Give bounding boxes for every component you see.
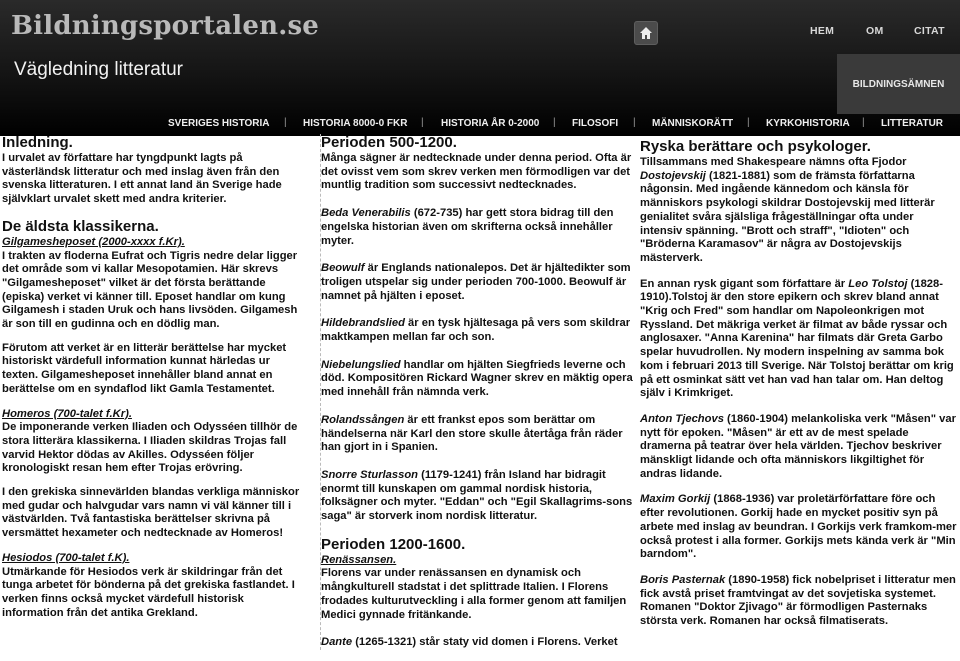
section-title: Perioden 500-1200. [321,134,457,151]
paragraph: I trakten av floderna Eufrat och Tigris nedre delar ligger det område som vi kallar Mesopotamien. Här skrevs "Gilgamesheposet" vilket är det första berättande (episka) verket vi känner till. Eposet handlar om kung Gilgamesh i staden Uruk och hans livsöden. Gilgamesh är son till en gudinna och en dödlig man. [2,249,298,331]
paragraph-text: (1828-1910).Tolstoj är den store epikern och skrev bland annat "Krig och Fred" som handlar om Napoleonkrigen mot Ryssland. Det mäkriga verket är filmat av både ryssar och anglosaxer. "Anna Karenina" har filmats där Greta Garbo spelar huvudrollen. Ny modern inspelning av samma bok kom i februari 2013 till Sverige. När Tolstoj berättar om krig på ett osminkat sätt vet han vad han talar om. Han deltog själv i Krimkriget. [640,277,954,400]
paragraph [321,636,641,650]
paragraph [321,207,641,248]
home-button[interactable] [634,21,658,45]
section-title: Perioden 1200-1600. [321,535,466,553]
home-icon [639,26,653,40]
paragraph-text: (1179-1241) från Island har bidragit enormt till kunskapen om gammal nordisk historia, folksägner och myter. "Eddan" och "Egil Skallagrims-sons saga" är storverk inom nordisk litteratur. [321,468,633,523]
paragraph-text: (1868-1936) var proletärförfattare före och efter revolutionen. Gorkij hade en mycket positiv syn på arbete med inslag av beundran. I Gorkijs verk framkom-mer också protest i alla former. Gorkijs mets kända verk är "Min barndom". [640,493,957,561]
paragraph-text: är en tysk hjältesaga på vers som skildrar maktkampen mellan far och son. [321,317,631,344]
work-name: Beowulf [321,262,365,275]
paragraph [640,156,958,266]
work-name: Hildebrandslied [321,317,405,330]
nav-hem[interactable]: HEM [810,25,835,37]
column-left [2,134,307,620]
author-name: Beda Venerabilis [321,207,411,220]
paragraph-text: handlar om hjälten Siegfrieds leverne och död. Kompositören Rickard Wagner skrev en mäktig opera med innehåll från nämnda verk. [321,358,633,399]
paragraph-text: (1265-1321) står staty vid domen i Florens. Verket [352,636,618,649]
paragraph: I urvalet av författare har tyngdpunkt lagts på västerländsk litteratur och med inslag även från den svenska litteraturen. I ett annat land än Sverige hade självklart urvalet skett med andra kriterier. [2,152,282,206]
paragraph: Utmärkande för Hesiodos verk är skildringar från det tunga arbetet för bönderna på det grekiska fastlandet. I verken finns också mycket värdefull historisk information från det antika Grekland. [2,565,295,619]
menu-historia-8000[interactable]: HISTORIA 8000-0 FKR [303,118,408,129]
menu-litteratur[interactable]: LITTERATUR [881,118,944,129]
section-title: Inledning. [2,134,73,151]
author-name: Anton Tjechovs [640,412,724,425]
paragraph: I den grekiska sinnevärlden blandas verkliga människor med gudar och halvgudar vars namn vi väl känner till i västvärlden. Två fantastiska berättelser skrivna på versmättet hexameter och nedtecknade av Homeros! [2,486,300,540]
menu-separator: | [862,117,865,128]
site-logo[interactable]: Bildningsportalen.se [11,11,320,41]
page-subtitle: Vägledning litteratur [14,59,183,80]
author-name: Dante [321,636,353,649]
paragraph-text: är Englands nationalepos. Det är hjältedikter som troligen utspelar sig under perioden 700-1000. Beowulf är namnet på hjälten i eposet. [321,262,631,302]
author-name: Maxim Gorkij [640,493,711,506]
menu-separator: | [553,117,556,128]
nav-om[interactable]: OM [866,25,884,37]
menu-separator: | [284,117,287,128]
paragraph [640,574,958,629]
menu-filosofi[interactable]: FILOSOFI [572,118,619,129]
site-header [0,0,960,136]
paragraph-text: (672-735) har gett stora bidrag till den engelska historian även om skrifterna också innehåller myter. [321,207,614,247]
menu-separator: | [421,117,424,128]
author-name: Snorre Sturlasson [321,468,418,481]
paragraph: Förutom att verket är en litterär berättelse har mycket historiskt värdefull information kunnat härledas ur texten. Gilgamesheposet innehåller bland annat en berättelse om en syndaflod likt Gamla Testamentet. [2,341,287,395]
menu-sveriges-historia[interactable]: SVERIGES HISTORIA [168,118,270,129]
author-name: Dostojevskij [640,169,706,182]
section-title: De äldsta klassikerna. [2,217,159,235]
column-right [640,138,958,629]
menu-manniskoratt[interactable]: MÄNNISKORÄTT [652,118,734,129]
entry-title: Hesiodos (700-talet f.K). [2,551,130,564]
author-name: Boris Pasternak [640,573,726,586]
paragraph [321,262,641,303]
column-middle [320,134,641,650]
nav-citat[interactable]: CITAT [914,25,945,37]
paragraph [640,493,958,562]
paragraph: De imponerande verken Iliaden och Odysséen tillhör de stora litterära klassikerna. I Iliaden skildras Trojas fall varvid Hektor dödas av Akilles. Odysséen följer kronologiskt resan hem efter Trojas erövring. [2,421,298,475]
paragraph [640,413,958,482]
paragraph [321,359,641,400]
entry-title: Gilgamesheposet (2000-xxxx f.Kr). [2,235,185,248]
paragraph [321,469,641,524]
paragraph: Florens var under renässansen en dynamisk och mångkulturell stadstat i det splittrade Italien. I Florens frodades kulturutveckling i alla former genom att familjen Medici gynnade fritänkande. [321,567,627,621]
section-title: Ryska berättare och psykologer. [640,138,871,155]
paragraph-text: (1821-1881) som de främsta författarna någonsin. Med ingående kännedom och känsla för människors psykologi skildrar Dostojevskij med litterär genialitet svåra själsliga frågeställningar ofta under intensiv spänning. "Brott och straff", "Idioten" och "Bröderna Karamasov" är några av Dostojevskijs mästerverk. [640,169,935,264]
paragraph-text: (1860-1904) melankoliska verk "Måsen" var nytt för epoken. "Måsen" är ett av de mest spelade dramerna på teatrar över hela världen. Tjechov beskriver mänskligt lidande och ofta människors likgiltighet för andras lidande. [640,412,956,480]
main-menu [0,114,960,134]
entry-title: Renässansen. [321,553,397,566]
menu-separator: | [747,117,750,128]
author-name: Leo Tolstoj [848,277,908,290]
paragraph [640,278,958,401]
work-name: Rolandssången [321,413,405,426]
paragraph [321,317,641,344]
paragraph-text: Tillsammans med Shakespeare nämns ofta Fjodor [640,156,907,168]
subjects-label: BILDNINGSÄMNEN [852,78,945,90]
paragraph-text: är ett frankst epos som berättar om händelserna när Karl den store skulle återtåga från räder han gjort in i Spanien. [321,413,623,454]
menu-kyrkohistoria[interactable]: KYRKOHISTORIA [766,118,850,129]
paragraph-text: (1890-1958) fick nobelpriset i litteratur men fick avstå priset framtvingat av det sovjetiska systemet. Romanen "Doktor Zjivago" är förmodligen Pasternaks största verk. Romanen har också filmatiserats. [640,573,956,628]
entry-title: Homeros (700-talet f.Kr). [2,407,132,420]
paragraph: Många sägner är nedtecknade under denna period. Ofta är det ovisst vem som skrev verken men förmodligen var det muntlig tradition som successivt nedtecknades. [321,152,632,192]
work-name: Niebelungslied [321,358,401,371]
paragraph-text: En annan rysk gigant som författare är [640,277,849,290]
paragraph [321,414,641,455]
subjects-button[interactable] [837,54,960,114]
menu-separator: | [633,117,636,128]
menu-historia-0-2000[interactable]: HISTORIA ÅR 0-2000 [441,118,540,129]
